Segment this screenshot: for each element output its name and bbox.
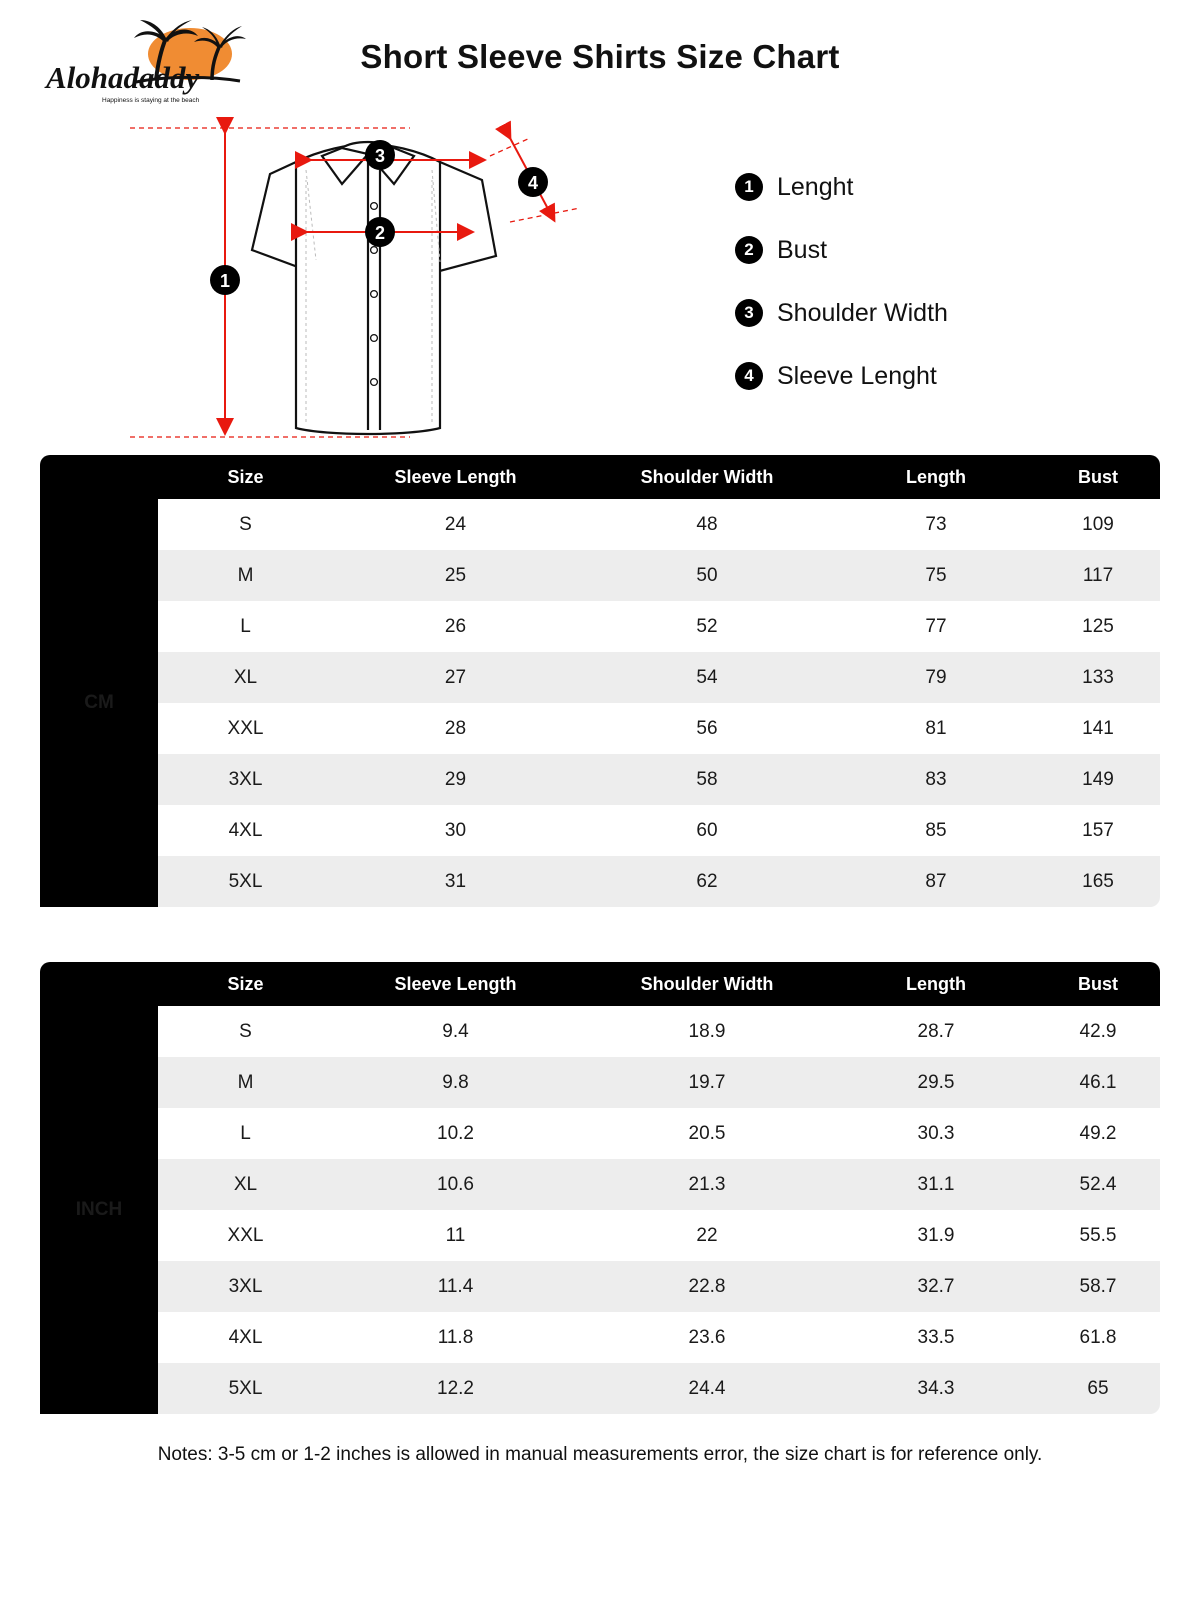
table-row [40, 550, 1160, 601]
table-row [40, 1057, 1160, 1108]
table-row [40, 601, 1160, 652]
legend-item-bust [735, 233, 948, 267]
table-row [40, 1261, 1160, 1312]
cell-shoulder: 56 [578, 703, 836, 754]
cell-length: 87 [836, 856, 1036, 907]
col-shoulder-width: Shoulder Width [578, 455, 836, 499]
cell-length: 29.5 [836, 1057, 1036, 1108]
cell-shoulder: 22.8 [578, 1261, 836, 1312]
cell-shoulder: 54 [578, 652, 836, 703]
cell-shoulder: 22 [578, 1210, 836, 1261]
cell-sleeve: 10.2 [333, 1108, 578, 1159]
cell-bust: 141 [1036, 703, 1160, 754]
cell-shoulder: 60 [578, 805, 836, 856]
cell-size: 4XL [158, 805, 333, 856]
marker-3 [365, 140, 395, 170]
unit-label-cm: CM [40, 499, 158, 907]
page-header [0, 0, 1200, 110]
cell-bust: 149 [1036, 754, 1160, 805]
legend-label-bust: Bust [777, 235, 828, 264]
table-row [40, 754, 1160, 805]
cell-sleeve: 11.4 [333, 1261, 578, 1312]
cell-bust: 165 [1036, 856, 1160, 907]
table-row [40, 1312, 1160, 1363]
cell-bust: 46.1 [1036, 1057, 1160, 1108]
marker-4 [518, 167, 548, 197]
size-table-inch [40, 962, 1160, 1414]
cell-length: 28.7 [836, 1006, 1036, 1057]
col-sleeve-length: Sleeve Length [333, 962, 578, 1006]
cell-length: 75 [836, 550, 1036, 601]
col-size: Size [158, 455, 333, 499]
notes-text: Notes: 3-5 cm or 1-2 inches is allowed in manual measurements error, the size chart is for reference only. [157, 1444, 1043, 1465]
legend-item-sleeve-length [735, 359, 948, 393]
cell-length: 73 [836, 499, 1036, 550]
cell-length: 77 [836, 601, 1036, 652]
col-sleeve-length: Sleeve Length [333, 455, 578, 499]
size-table-cm [40, 455, 1160, 907]
cell-length: 31.1 [836, 1159, 1036, 1210]
cell-size: L [158, 1108, 333, 1159]
legend-label-shoulder-width: Shoulder Width [777, 298, 948, 327]
cell-sleeve: 24 [333, 499, 578, 550]
cell-shoulder: 62 [578, 856, 836, 907]
cell-bust: 58.7 [1036, 1261, 1160, 1312]
cell-size: XL [158, 652, 333, 703]
cell-bust: 42.9 [1036, 1006, 1160, 1057]
col-size: Size [158, 962, 333, 1006]
cell-size: 4XL [158, 1312, 333, 1363]
col-shoulder-width: Shoulder Width [578, 962, 836, 1006]
unit-header-inch [40, 962, 158, 1006]
cell-length: 34.3 [836, 1363, 1036, 1414]
cell-size: XL [158, 1159, 333, 1210]
legend-item-shoulder-width [735, 296, 948, 330]
cell-length: 30.3 [836, 1108, 1036, 1159]
cell-bust: 117 [1036, 550, 1160, 601]
inch-table-body [40, 1006, 1160, 1414]
cell-shoulder: 19.7 [578, 1057, 836, 1108]
legend-number-2: 2 [735, 236, 763, 264]
svg-text:3: 3 [374, 146, 386, 166]
measurement-legend [735, 170, 948, 422]
table-row [40, 652, 1160, 703]
col-bust: Bust [1036, 455, 1160, 499]
cell-size: M [158, 550, 333, 601]
cell-bust: 55.5 [1036, 1210, 1160, 1261]
cell-size: XXL [158, 703, 333, 754]
svg-text:2: 2 [374, 223, 386, 243]
cell-bust: 52.4 [1036, 1159, 1160, 1210]
table-spacer [0, 907, 1200, 962]
unit-label-inch: INCH [40, 1006, 158, 1414]
shirt-illustration [110, 110, 730, 455]
legend-number-4: 4 [735, 362, 763, 390]
cell-bust: 157 [1036, 805, 1160, 856]
cell-size: XXL [158, 1210, 333, 1261]
table-row [40, 805, 1160, 856]
cell-size: M [158, 1057, 333, 1108]
cell-sleeve: 31 [333, 856, 578, 907]
cm-table-body [40, 499, 1160, 907]
cell-sleeve: 30 [333, 805, 578, 856]
cell-sleeve: 9.4 [333, 1006, 578, 1057]
cell-shoulder: 48 [578, 499, 836, 550]
table-header-row [40, 455, 1160, 499]
brand-wordmark: Alohadaddy [46, 60, 200, 95]
cell-size: 3XL [158, 1261, 333, 1312]
cell-shoulder: 52 [578, 601, 836, 652]
marker-1 [210, 265, 240, 295]
col-length: Length [836, 962, 1036, 1006]
cell-sleeve: 29 [333, 754, 578, 805]
cell-length: 79 [836, 652, 1036, 703]
marker-2 [365, 217, 395, 247]
cell-shoulder: 23.6 [578, 1312, 836, 1363]
cell-bust: 49.2 [1036, 1108, 1160, 1159]
cell-sleeve: 9.8 [333, 1057, 578, 1108]
svg-text:4: 4 [527, 173, 539, 193]
cm-table-wrap [40, 455, 1160, 907]
cell-size: S [158, 1006, 333, 1057]
table-row [40, 703, 1160, 754]
cell-length: 32.7 [836, 1261, 1036, 1312]
cell-bust: 65 [1036, 1363, 1160, 1414]
col-bust: Bust [1036, 962, 1160, 1006]
cell-sleeve: 28 [333, 703, 578, 754]
cell-shoulder: 18.9 [578, 1006, 836, 1057]
cell-sleeve: 11 [333, 1210, 578, 1261]
cell-sleeve: 25 [333, 550, 578, 601]
cell-shoulder: 50 [578, 550, 836, 601]
cell-bust: 125 [1036, 601, 1160, 652]
cell-length: 31.9 [836, 1210, 1036, 1261]
legend-label-sleeve-length: Sleeve Lenght [777, 361, 937, 390]
cell-length: 81 [836, 703, 1036, 754]
cell-size: 5XL [158, 1363, 333, 1414]
cell-length: 85 [836, 805, 1036, 856]
table-row [40, 1210, 1160, 1261]
cell-size: L [158, 601, 333, 652]
table-row [40, 499, 1160, 550]
legend-number-1: 1 [735, 173, 763, 201]
legend-label-length: Lenght [777, 172, 854, 201]
table-row [40, 1006, 1160, 1057]
cell-shoulder: 24.4 [578, 1363, 836, 1414]
cell-sleeve: 11.8 [333, 1312, 578, 1363]
cell-bust: 133 [1036, 652, 1160, 703]
table-row [40, 1108, 1160, 1159]
col-length: Length [836, 455, 1036, 499]
cell-length: 83 [836, 754, 1036, 805]
brand-tagline: Happiness is staying at the beach [102, 97, 200, 104]
unit-header-cm [40, 455, 158, 499]
legend-item-length [735, 170, 948, 204]
page-title: Short Sleeve Shirts Size Chart [360, 38, 840, 75]
cell-sleeve: 10.6 [333, 1159, 578, 1210]
cell-length: 33.5 [836, 1312, 1036, 1363]
cell-sleeve: 12.2 [333, 1363, 578, 1414]
cell-size: S [158, 499, 333, 550]
table-header-row [40, 962, 1160, 1006]
table-row [40, 1159, 1160, 1210]
cell-bust: 109 [1036, 499, 1160, 550]
cell-size: 3XL [158, 754, 333, 805]
cell-sleeve: 27 [333, 652, 578, 703]
cell-shoulder: 21.3 [578, 1159, 836, 1210]
svg-text:1: 1 [219, 271, 231, 291]
table-row [40, 856, 1160, 907]
inch-table-wrap [40, 962, 1160, 1414]
legend-number-3: 3 [735, 299, 763, 327]
shirt-measurement-diagram [0, 110, 1200, 455]
table-row [40, 1363, 1160, 1414]
cell-sleeve: 26 [333, 601, 578, 652]
cell-bust: 61.8 [1036, 1312, 1160, 1363]
cell-shoulder: 58 [578, 754, 836, 805]
cell-shoulder: 20.5 [578, 1108, 836, 1159]
cell-size: 5XL [158, 856, 333, 907]
